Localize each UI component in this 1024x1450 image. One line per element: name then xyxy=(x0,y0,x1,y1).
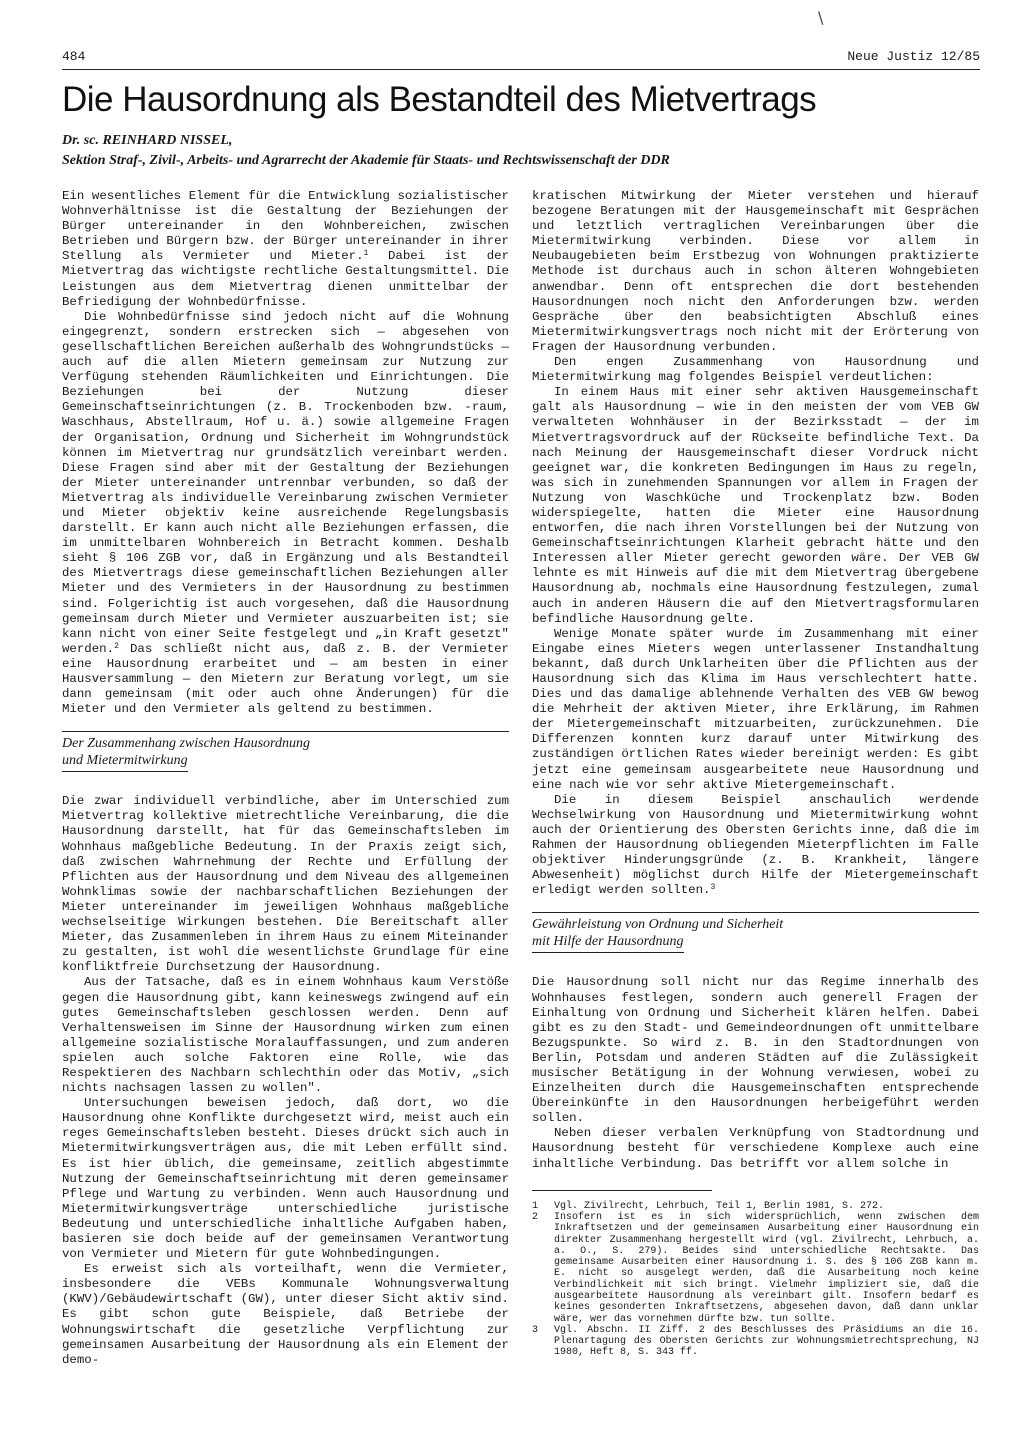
section-heading: Gewährleistung von Ordnung und Sicherheit mit Hilfe der Hausordnung xyxy=(532,912,979,953)
journal-issue: Neue Justiz 12/85 xyxy=(847,49,980,64)
footnote-ref[interactable]: 1 xyxy=(363,249,369,259)
page-header xyxy=(62,49,980,71)
paragraph: Neben dieser verbalen Verknüpfung von Stadtordnung und Hausordnung besteht für verschiedene Komplexe auch eine inhaltliche Verbindung. Das betrifft vor allem solche in xyxy=(532,1126,979,1171)
footnote: 1 Vgl. Zivilrecht, Lehrbuch, Teil 1, Berlin 1981, S. 272. xyxy=(532,1200,885,1212)
section-heading: Der Zusammenhang zwischen Hausordnung und Mietermitwirkung xyxy=(62,731,509,772)
footnote: 2 Insofern ist es in sich widersprüchlich, wenn zwischen dem Inkraftsetzen und der gemeinsamen Ausarbeitung einer Hausordnung ein direkter Zusammenhang hergestellt wird (vgl. Zivilrecht, Lehrbuch, a. a. O., S. 279). Beides sind unterschiedliche Rechtsakte. Das gemeinsame Ausarbeiten einer Hausordnung i. S. des § 106 ZGB kann m. E. nicht so ausgelegt werden, daß die Ausarbeitung noch keine Verbindlichkeit mit sich bringt. Vielmehr impliziert sie, daß die ausgearbeitete Hausordnung als vereinbart gilt. Insofern bedarf es keines gesonderten Inkraftsetzens, abgesehen davon, daß dann unklar wäre, wer das vornehmen dürfte bzw. tun sollte. xyxy=(532,1211,979,1325)
header-rule xyxy=(62,69,980,70)
article-title: Die Hausordnung als Bestandteil des Mietvertrags xyxy=(62,80,817,119)
author-affiliation: Sektion Straf-, Zivil-, Arbeits- und Agrarrecht der Akademie für Staats- und Rechtswissenschaft der DDR xyxy=(62,153,670,168)
author-block xyxy=(62,131,982,171)
right-column xyxy=(532,189,979,1359)
paragraph: Die Wohnbedürfnisse sind jedoch nicht auf die Wohnung eingegrenzt, sondern erstrecken sich — abgesehen von gesellschaftlichen Bereichen außerhalb des Wohngrundstücks — auch auf die allen Mietern gemeinsam zur Nutzung zur Verfügung stehenden Räumlichkeiten und Einrichtungen. Die Beziehungen bei der Nutzung dieser Gemeinschaftseinrichtungen (z. B. Trockenboden bzw. -raum, Waschhaus, Abstellraum, Hof u. ä.) sowie allgemeine Fragen der Organisation, Ordnung und Sicherheit im Wohngrundstück können im Mietvertrag nur grundsätzlich vereinbart werden. Diese Fragen sind aber mit der Gestaltung der Beziehungen der Mieter untereinander untrennbar verbunden, so daß der Mietvertrag als individuelle Vereinbarung zwischen Vermieter und Mieter objektiv keine ausreichende Regelungsbasis darstellt. Er kann auch nicht alle Beziehungen erfassen, die im unmittelbaren Wohnbereich in Betracht kommen. Deshalb sieht § 106 ZGB vor, daß in Ergänzung und als Bestandteil des Mietvertrags diese gemeinschaftlichen Beziehungen aller Mieter und des Vermieters in der Hausordnung zu bestimmen sind. Folgerichtig ist auch vorgesehen, daß die Hausordnung gemeinsam durch Mieter und Vermieter auszuarbeiten ist; sie kann nicht von einer Seite festgelegt und „in Kraft gesetzt" werden.$^2$ Das schließt nicht aus, daß z. B. der Vermieter eine Hausordnung erarbeitet und — am besten in einer Hausversammlung — den Mietern zur Beratung vorlegt, um sie dann gemeinsam (mit oder auch ohne Änderungen) für die Mieter und den Vermieter als geltend zu bestimmen. xyxy=(62,309,509,717)
footnote-ref[interactable]: 2 xyxy=(114,641,119,651)
paragraph: Aus der Tatsache, daß es in einem Wohnhaus kaum Verstöße gegen die Hausordnung gibt, kann keineswegs zwingend auf ein gutes Gemeinschaftsleben geschlossen werden. Denn auf Verhaltensweisen im Sinne der Hausordnung wirken zum einen allgemeine sozialistische Moralauffassungen, und zum anderen spielen auch solche Faktoren eine Rolle, wie das Respektieren des Nachbarn schlechthin oder das Motiv, „sich nichts nachsagen lassen zu wollen". xyxy=(62,975,509,1096)
paragraph: Die Hausordnung soll nicht nur das Regime innerhalb des Wohnhauses festlegen, sondern auch generell Fragen der Einhaltung von Ordnung und Sicherheit klären helfen. Dabei gibt es zu den Stadt- und Gemeindeordnungen oft unmittelbare Bezugspunkte. So wird z. B. in den Stadtordnungen von Berlin, Potsdam und anderen Städten auf die Zulässigkeit musischer Betätigung in der Wohnung verwiesen, wobei zu Einzelheiten durch die Hausgemeinschaften entsprechende Übereinkünfte in den Hausordnungen herbeigeführt werden sollen. xyxy=(532,975,979,1126)
paragraph: Ein wesentliches Element für die Entwicklung sozialistischer Wohnverhältnisse ist die Gestaltung der Beziehungen der Bürger untereinander in den Wohnbereichen, zwischen Betrieben und Bürgern bzw. der Bürger untereinander in ihrer Stellung als Vermieter und Mieter.$^1$ Dabei ist der Mietvertrag das wichtigste rechtliche Gestaltungsmittel. Die Leistungen aus dem Mietvertrag dienen unmittelbar der Befriedigung der Wohnbedürfnisse. xyxy=(62,189,510,309)
paragraph: Untersuchungen beweisen jedoch, daß dort, wo die Hausordnung ohne Konflikte durchgesetzt wird, meist auch ein reges Gemeinschaftsleben besteht. Dieses drückt sich auch in Mietermitwirkungsverträgen aus, die mit Leben erfüllt sind. Es ist hier üblich, die gemeinsame, zeitlich abgestimmte Nutzung der Gemeinschaftseinrichtung mit deren gemeinsamer Pflege und Wartung zu verbinden. Wenn auch Hausordnung und Mietermitwirkungsverträge unterschiedliche juristische Bedeutung und unterschiedliche inhaltliche Aufgaben haben, basieren sie doch beide auf der gemeinsamen Verantwortung von Vermieter und Mietern für gute Wohnbedingungen. xyxy=(62,1096,509,1262)
footnote-rule xyxy=(532,1190,712,1191)
left-column xyxy=(62,189,509,1368)
paragraph: Wenige Monate später wurde im Zusammenhang mit einer Eingabe eines Mieters wegen unterlassener Instandhaltung bekannt, daß durch Unklarheiten über die Pflichten aus der Hausordnung sich das Klima im Haus verschlechtert hatte. Dies und das damalige ablehnende Verhalten des VEB GW bewog die Mehrheit der aktiven Mieter, ihre Erklärung, im Rahmen der Mietergemeinschaft mitzuarbeiten, zurückzunehmen. Die Differenzen konnten kurz darauf unter Mitwirkung des zuständigen örtlichen Rates wieder bereinigt werden: Es gibt jetzt eine gemeinsam ausgearbeitete neue Hausordnung und eine nach wie vor sehr aktive Mietergemeinschaft. xyxy=(532,626,979,792)
page-number: 484 xyxy=(62,49,86,64)
footnote: 3 Vgl. Abschn. II Ziff. 2 des Beschlusses des Präsidiums an die 16. Plenartagung des Obersten Gerichts zur Wohnungsmietrechtsprechung, NJ 1980, Heft 8, S. 343 ff. xyxy=(532,1324,979,1359)
paragraph: In einem Haus mit einer sehr aktiven Hausgemeinschaft galt als Hausordnung — wie in den meisten der vom VEB GW verwalteten Wohnhäuser in der Bezirksstadt — der im Mietvertragsvordruck auf der Rückseite befindliche Text. Da nach Meinung der Hausgemeinschaft dieser Vordruck nicht geeignet war, die konkreten Bedingungen im Haus zu regeln, was sich in zunehmenden Spannungen vor allem in Fragen der Nutzung von Waschküche und Trockenplatz bzw. Boden widerspiegelte, hatten die Mieter eine Hausordnung entworfen, die nach ihren Vorstellungen bei der Nutzung von Gemeinschaftseinrichtungen Klarheit gebracht hätte und den Interessen aller Mieter gerecht geworden wäre. Der VEB GW lehnte es mit Hinweis auf die mit dem Mietvertrag übergebene Hausordnung ab, nochmals eine Hausordnung festzulegen, zumal auch in anderen Häusern die auf den Mietvertragsformularen befindliche Hausordnung gelte. xyxy=(532,385,979,626)
footnote-ref[interactable]: 3 xyxy=(710,883,716,893)
paragraph: Die zwar individuell verbindliche, aber im Unterschied zum Mietvertrag kollektive mietrechtliche Vereinbarung, die die Hausordnung darstellt, hat für das Gemeinschaftsleben im Wohnhaus maßgebliche Bedeutung. In der Praxis zeigt sich, daß zwischen Wahrnehmung der Rechte und Erfüllung der Pflichten aus der Hausordnung und dem Niveau des allgemeinen Wohnklimas sowie der nachbarschaftlichen Beziehungen der Mieter untereinander im jeweiligen Wohnhaus maßgebliche wechselseitige Wirkungen bestehen. Die Bereitschaft aller Mieter, das Zusammenleben in ihrem Haus zu einem Miteinander zu gestalten, ist wohl die wesentlichste Grundlage für eine konfliktfreie Durchsetzung der Hausordnung. xyxy=(62,794,509,975)
paragraph: Den engen Zusammenhang von Hausordnung und Mietermitwirkung mag folgendes Beispiel verdeutlichen: xyxy=(532,355,979,385)
paragraph: Die in diesem Beispiel anschaulich werdende Wechselwirkung von Hausordnung und Mietermitwirkung wohnt auch der Orientierung des Obersten Gerichts inne, daß die im Rahmen der Hausordnung obliegenden Mieterpflichten im Falle objektiver Hinderungsgründe (z. B. Krankheit, längere Abwesenheit) möglichst durch Hilfe der Mietergemeinschaft erledigt werden sollten.$^3$ xyxy=(532,792,979,898)
paragraph: Es erweist sich als vorteilhaft, wenn die Vermieter, insbesondere die VEBs Kommunale Wohnungsverwaltung (KWV)/Gebäudewirtschaft (GW), unter dieser Sicht aktiv sind. Es gibt schon gute Beispiele, daß Betriebe der Wohnungswirtschaft die gesetzliche Verpflichtung zur gemeinsamen Ausarbeitung der Hausordnung als ein Element der demo- xyxy=(62,1262,509,1367)
scan-mark-icon: \ xyxy=(818,8,824,27)
author-name: Dr. sc. REINHARD NISSEL, xyxy=(62,133,233,148)
footnotes xyxy=(532,1201,979,1359)
paragraph: kratischen Mitwirkung der Mieter verstehen und hierauf bezogene Beratungen mit der Hausgemeinschaft mit Gesprächen und letztlich vertraglichen Vereinbarungen über die Mietermitwirkung verbinden. Diese vor allem in Neubaugebieten beim Erstbezug von Wohnungen praktizierte Methode ist durchaus auch in schon älteren Wohngebieten anwendbar. Denn oft entsprechen die dort bestehenden Hausordnungen noch nicht den Anforderungen bzw. werden Gespräche über den beabsichtigten Abschluß eines Mietermitwirkungsvertrags noch nicht mit der Erörterung von Fragen der Hausordnung verbunden. xyxy=(532,189,979,354)
